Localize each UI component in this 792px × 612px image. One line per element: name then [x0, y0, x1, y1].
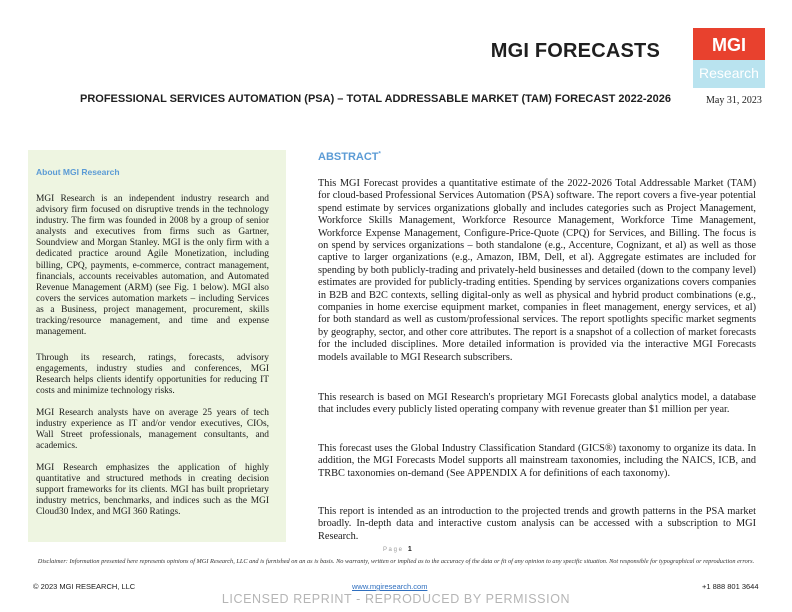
abstract-footnote-mark: *: [378, 151, 381, 158]
sidebar-paragraph: MGI Research analysts have on average 25 years of tech industry experience as IT and/or vendor executives, CIOs, Wall Street professionals, management consultants, and academics.: [36, 408, 269, 452]
about-sidebar: [28, 150, 286, 542]
sidebar-paragraph: MGI Research is an independent industry research and advisory firm focused on disruptive trends in the technology industry. The firm was founded in 2008 by a group of senior analysts and executives from firms such as Gartner, Soundview and Morgan Stanley. MGI is the only firm with a dedicated practice around Agile Monetization, including billing, CPQ, payments, e-commerce, contract management, financials, accounts receivables automation, and Automated Revenue Management (ARM) (see Fig. 1 below). MGI also covers the services automation markets – including Services as a Business, project management, procurement, skills tracking/resource management, and time and expense management.: [36, 194, 269, 338]
license-watermark: LICENSED REPRINT - REPRODUCED BY PERMISSION: [221, 592, 571, 606]
report-subtitle: PROFESSIONAL SERVICES AUTOMATION (PSA) – TOTAL ADDRESSABLE MARKET (TAM) FORECAST 2022-2026: [80, 93, 672, 105]
phone-number: +1 888 801 3644: [702, 582, 759, 591]
logo-mgi-text: MGI: [693, 28, 765, 60]
abstract-paragraph: This research is based on MGI Research's proprietary MGI Forecasts global analytics model, a database that includes every publicly listed operating company with revenue greater than $1 million per year.: [318, 392, 756, 416]
sidebar-paragraph: MGI Research emphasizes the application of highly quantitative and structured methods in creating decision support frameworks for its clients. MGI has built proprietary industry metrics, benchmarks, and indices such as the MGI Cloud30 Index, and MGI 360 Ratings.: [36, 463, 269, 518]
abstract-paragraph: This report is intended as an introduction to the projected trends and growth patterns in the PSA market broadly. In-depth data and interactive custom analysis can be accessed with a subscription to MGI Research.: [318, 506, 756, 542]
page-indicator: [383, 546, 412, 553]
abstract-heading: [318, 151, 381, 163]
report-title: MGI FORECASTS: [490, 40, 660, 62]
page-number: 1: [407, 546, 412, 553]
abstract-heading-text: ABSTRACT: [318, 151, 379, 163]
logo-research-text: Research: [693, 60, 765, 88]
mgi-research-logo: [693, 28, 765, 88]
report-date: May 31, 2023: [706, 95, 762, 106]
abstract-paragraph: This MGI Forecast provides a quantitative estimate of the 2022-2026 Total Addressable Market (TAM) for cloud-based Professional Services Automation (PSA) software. The report covers a five-year potential spend estimate by services organizations globally and includes categories such as Project Management, Workforce Skills Management, Workforce Resource Management, Workforce Time Management, Workforce Expense Management, Configure-Price-Quote (CPQ) for Services, and Billing. The focus is on spend by services organizations – both standalone (e.g., Accenture, Cognizant, et al) as well as those captive to larger organizations (e.g., Amazon, IBM, Dell, et al). Aggregate estimates are included for spending by both publicly-trading and privately-held businesses and detailed (down to the company level) estimates are provided for publicly-trading entities. Spending by services organizations covers companies in B2B and B2C contexts, selling digital-only as well as physical and hybrid product combinations (e.g., companies in home exercise equipment market, companies in fleet management, energy services, et al) for both standard as well as custom/professional services. The report spotlights specific market segments by geography, sector, and other core attributes. The report is a snapshot of a collection of market forecasts for the included disciplines. More detailed information is provided via the interactive MGI Forecasts models available to MGI Research subscribers.: [318, 178, 756, 363]
sidebar-paragraph: Through its research, ratings, forecasts, advisory engagements, industry studies and conferences, MGI Research helps clients identify opportunities for reducing IT costs and minimize technology risks.: [36, 353, 269, 397]
sidebar-heading: About MGI Research: [36, 167, 120, 177]
abstract-paragraph: This forecast uses the Global Industry Classification Standard (GICS®) taxonomy to organize its data. In addition, the MGI Forecasts Model supports all mainstream taxonomies, including the NAICS, ICB, and TRBC taxonomies on-demand (See APPENDIX A for definitions of each taxonomy).: [318, 443, 756, 479]
copyright: © 2023 MGI RESEARCH, LLC: [33, 582, 136, 591]
disclaimer: Disclaimer: Information presented here represents opinions of MGI Research, LLC and is furnished on an as is basis. No warranty, written or implied as to the accuracy of the data or fit of any opinion to any specific situation. Not responsible for typographical or reproduction errors.: [37, 558, 755, 565]
page-label: P a g e: [383, 547, 402, 553]
website-link[interactable]: www.mgiresearch.com: [352, 582, 428, 591]
